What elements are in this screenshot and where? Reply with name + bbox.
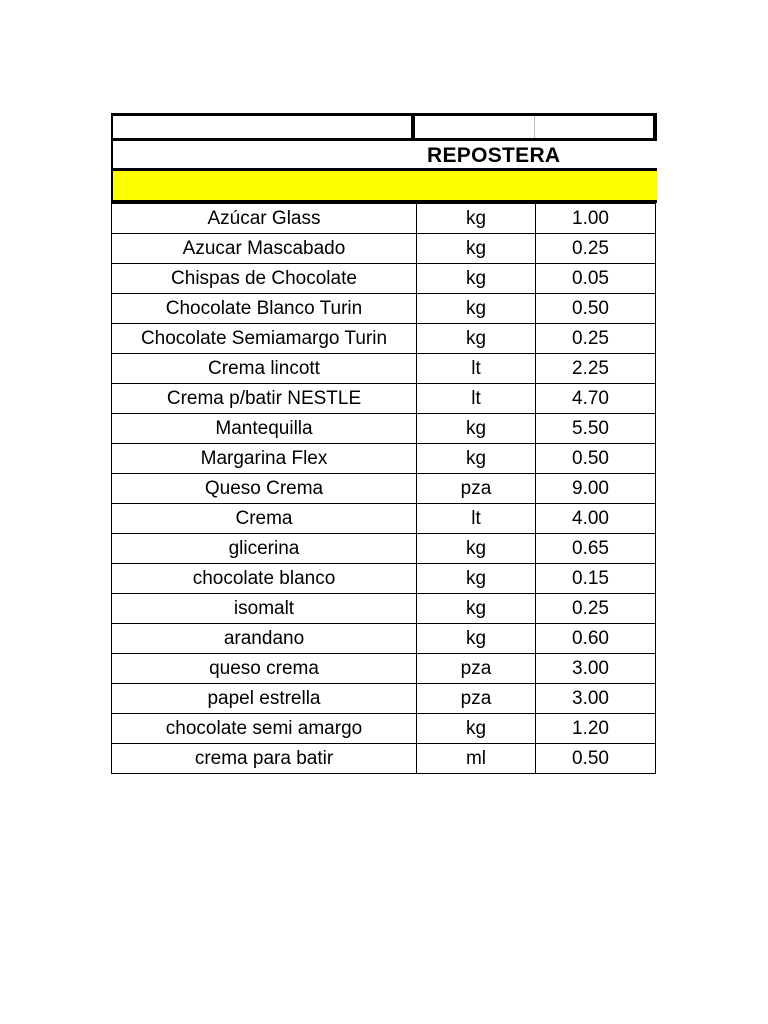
unit-cell: kg: [417, 564, 536, 594]
quantity-cell: 0.25: [536, 234, 656, 264]
ingredient-name-cell: chocolate semi amargo: [112, 714, 417, 744]
table-row: [112, 414, 656, 444]
header-cell-2: [415, 116, 535, 138]
table-row: [112, 594, 656, 624]
ingredient-name-cell: Crema p/batir NESTLE: [112, 384, 417, 414]
quantity-cell: 9.00: [536, 474, 656, 504]
table-row: [112, 714, 656, 744]
ingredient-name-cell: queso crema: [112, 654, 417, 684]
table-row: [112, 384, 656, 414]
quantity-cell: 0.50: [536, 744, 656, 774]
table-row: [112, 294, 656, 324]
table-row: [112, 624, 656, 654]
ingredient-name-cell: Crema lincott: [112, 354, 417, 384]
quantity-cell: 3.00: [536, 684, 656, 714]
table-row: [112, 654, 656, 684]
unit-cell: kg: [417, 624, 536, 654]
table-row: [112, 204, 656, 234]
table-row: [112, 564, 656, 594]
table-row: [112, 504, 656, 534]
highlight-row: [111, 171, 657, 203]
ingredient-name-cell: chocolate blanco: [112, 564, 417, 594]
ingredient-name-cell: Queso Crema: [112, 474, 417, 504]
unit-cell: kg: [417, 234, 536, 264]
table-row: [112, 354, 656, 384]
ingredient-name-cell: crema para batir: [112, 744, 417, 774]
quantity-cell: 2.25: [536, 354, 656, 384]
unit-cell: pza: [417, 474, 536, 504]
unit-cell: kg: [417, 264, 536, 294]
header-cell-3: [535, 116, 657, 138]
ingredient-name-cell: Chocolate Blanco Turin: [112, 294, 417, 324]
title-row: [111, 141, 657, 171]
table-row: [112, 324, 656, 354]
ingredient-name-cell: glicerina: [112, 534, 417, 564]
table-row: [112, 534, 656, 564]
table-row: [112, 474, 656, 504]
ingredient-name-cell: Chispas de Chocolate: [112, 264, 417, 294]
unit-cell: kg: [417, 414, 536, 444]
quantity-cell: 0.25: [536, 324, 656, 354]
header-row-empty: [111, 113, 657, 141]
ingredient-name-cell: arandano: [112, 624, 417, 654]
unit-cell: kg: [417, 324, 536, 354]
unit-cell: kg: [417, 444, 536, 474]
header-cell-1: [111, 116, 415, 138]
unit-cell: kg: [417, 714, 536, 744]
unit-cell: lt: [417, 504, 536, 534]
sheet-title: REPOSTERA: [427, 144, 561, 167]
table-row: [112, 264, 656, 294]
quantity-cell: 0.65: [536, 534, 656, 564]
quantity-cell: 1.00: [536, 204, 656, 234]
ingredient-name-cell: Azucar Mascabado: [112, 234, 417, 264]
unit-cell: kg: [417, 204, 536, 234]
table-row: [112, 744, 656, 774]
ingredient-name-cell: isomalt: [112, 594, 417, 624]
ingredient-name-cell: Crema: [112, 504, 417, 534]
unit-cell: kg: [417, 534, 536, 564]
ingredients-sheet: [111, 113, 657, 774]
ingredient-name-cell: Margarina Flex: [112, 444, 417, 474]
unit-cell: lt: [417, 354, 536, 384]
ingredient-name-cell: Chocolate Semiamargo Turin: [112, 324, 417, 354]
quantity-cell: 5.50: [536, 414, 656, 444]
quantity-cell: 0.50: [536, 444, 656, 474]
unit-cell: ml: [417, 744, 536, 774]
ingredients-table-body: [112, 204, 656, 774]
unit-cell: kg: [417, 294, 536, 324]
ingredients-table: [111, 203, 656, 774]
quantity-cell: 4.70: [536, 384, 656, 414]
quantity-cell: 0.25: [536, 594, 656, 624]
quantity-cell: 0.60: [536, 624, 656, 654]
quantity-cell: 3.00: [536, 654, 656, 684]
quantity-cell: 0.15: [536, 564, 656, 594]
table-row: [112, 444, 656, 474]
quantity-cell: 4.00: [536, 504, 656, 534]
unit-cell: lt: [417, 384, 536, 414]
table-row: [112, 684, 656, 714]
ingredient-name-cell: Azúcar Glass: [112, 204, 417, 234]
ingredient-name-cell: Mantequilla: [112, 414, 417, 444]
quantity-cell: 0.05: [536, 264, 656, 294]
ingredient-name-cell: papel estrella: [112, 684, 417, 714]
table-row: [112, 234, 656, 264]
unit-cell: kg: [417, 594, 536, 624]
quantity-cell: 1.20: [536, 714, 656, 744]
unit-cell: pza: [417, 654, 536, 684]
unit-cell: pza: [417, 684, 536, 714]
quantity-cell: 0.50: [536, 294, 656, 324]
